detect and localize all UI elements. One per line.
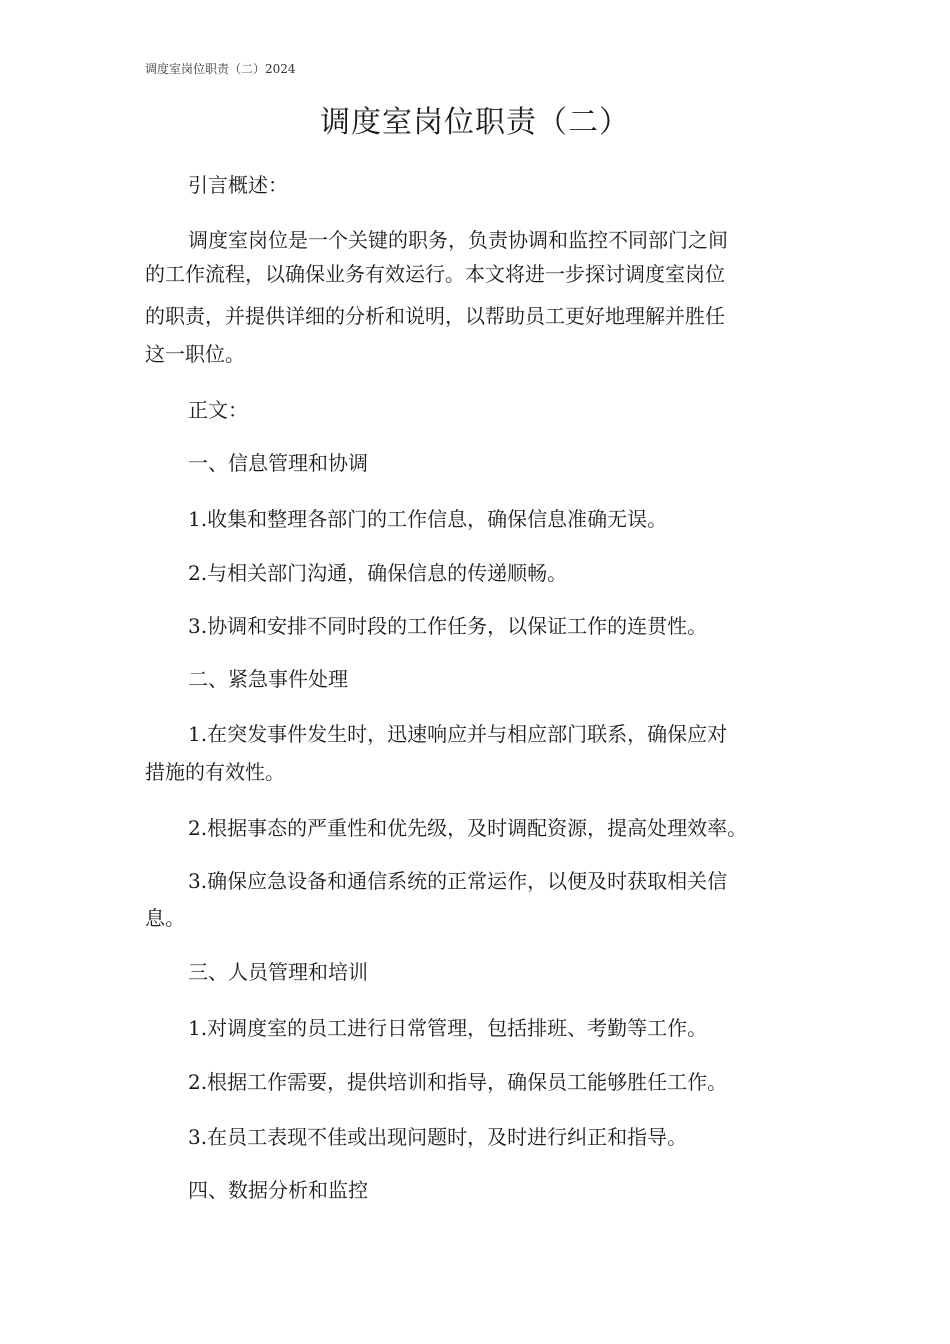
section-1-heading: 一、信息管理和协调 bbox=[188, 451, 368, 475]
section-2-item-1-line-2: 措施的有效性。 bbox=[145, 760, 285, 784]
intro-paragraph-line-1: 调度室岗位是一个关键的职务，负责协调和监控不同部门之间 bbox=[188, 228, 728, 252]
section-3-item-1: 1.对调度室的员工进行日常管理，包括排班、考勤等工作。 bbox=[188, 1016, 708, 1040]
intro-paragraph-line-4: 这一职位。 bbox=[145, 342, 245, 366]
body-heading: 正文： bbox=[188, 398, 248, 422]
section-2-item-2: 2.根据事态的严重性和优先级，及时调配资源，提高处理效率。 bbox=[188, 816, 748, 840]
intro-paragraph-line-2: 的工作流程，以确保业务有效运行。本文将进一步探讨调度室岗位 bbox=[145, 262, 725, 286]
intro-heading: 引言概述： bbox=[188, 173, 288, 197]
section-2-item-3-line-1: 3.确保应急设备和通信系统的正常运作，以便及时获取相关信 bbox=[188, 869, 728, 893]
section-4-heading: 四、数据分析和监控 bbox=[188, 1178, 368, 1202]
section-2-item-3-line-2: 息。 bbox=[145, 906, 185, 930]
section-1-item-2: 2.与相关部门沟通，确保信息的传递顺畅。 bbox=[188, 561, 568, 585]
section-3-heading: 三、人员管理和培训 bbox=[188, 960, 368, 984]
section-1-item-3: 3.协调和安排不同时段的工作任务，以保证工作的连贯性。 bbox=[188, 614, 708, 638]
intro-paragraph-line-3: 的职责，并提供详细的分析和说明，以帮助员工更好地理解并胜任 bbox=[145, 304, 725, 328]
running-header: 调度室岗位职责（二）2024 bbox=[145, 62, 296, 76]
section-3-item-3: 3.在员工表现不佳或出现问题时，及时进行纠正和指导。 bbox=[188, 1125, 688, 1149]
section-1-item-1: 1.收集和整理各部门的工作信息，确保信息准确无误。 bbox=[188, 507, 668, 531]
section-3-item-2: 2.根据工作需要，提供培训和指导，确保员工能够胜任工作。 bbox=[188, 1070, 728, 1094]
section-2-item-1-line-1: 1.在突发事件发生时，迅速响应并与相应部门联系，确保应对 bbox=[188, 722, 728, 746]
section-2-heading: 二、紧急事件处理 bbox=[188, 667, 348, 691]
document-title: 调度室岗位职责（二） bbox=[320, 105, 630, 140]
